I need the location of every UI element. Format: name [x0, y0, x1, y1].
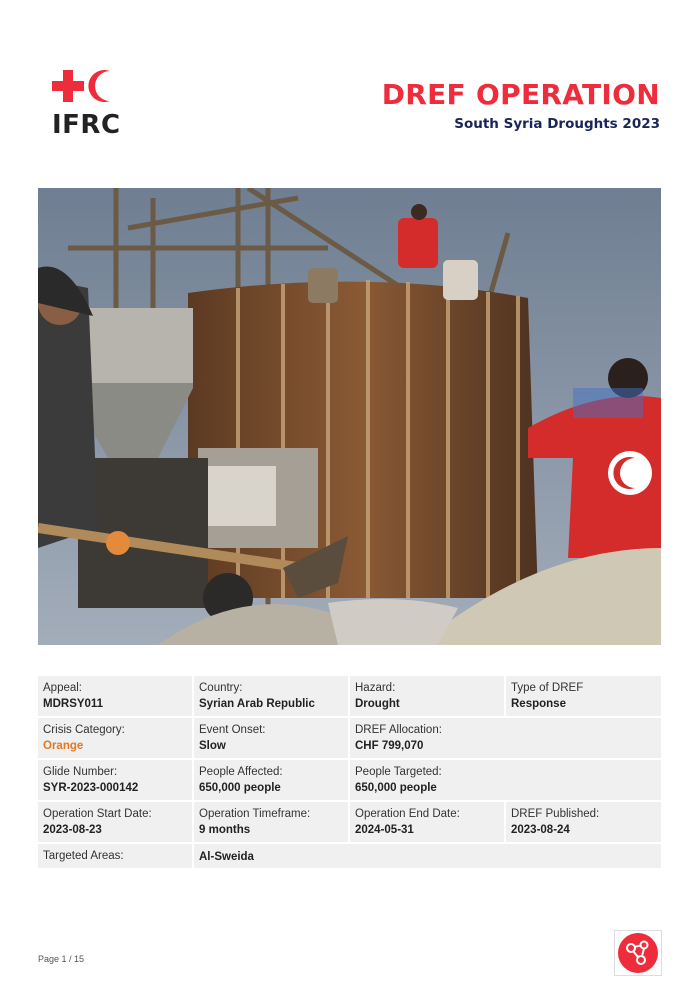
published-cell — [506, 802, 661, 842]
crisis-category-label: Crisis Category: — [43, 724, 125, 736]
people-affected-cell — [194, 760, 348, 800]
published-label: DREF Published: — [511, 808, 600, 820]
hazard-value: Drought — [355, 698, 400, 710]
targeted-areas-label-cell — [38, 844, 192, 868]
event-onset-label: Event Onset: — [199, 724, 266, 736]
operation-details-table — [38, 676, 661, 870]
details-row — [38, 802, 661, 842]
allocation-cell — [350, 718, 661, 758]
targeted-areas-value: Al-Sweida — [199, 851, 254, 863]
allocation-label: DREF Allocation: — [355, 724, 442, 736]
allocation-value: CHF 799,070 — [355, 740, 424, 752]
people-targeted-cell — [350, 760, 661, 800]
dref-type-label: Type of DREF — [511, 682, 584, 694]
crisis-category-value: Orange — [43, 740, 84, 752]
page-number: Page 1 / 15 — [38, 954, 85, 964]
document-subtitle: South Syria Droughts 2023 — [454, 116, 660, 132]
details-row — [38, 760, 661, 800]
document-title: DREF OPERATION — [381, 78, 660, 111]
appeal-cell — [38, 676, 192, 716]
hazard-label: Hazard: — [355, 682, 396, 694]
cover-photo — [38, 188, 661, 645]
ifrc-cross-crescent-icon — [52, 70, 122, 110]
details-row — [38, 676, 661, 716]
end-date-label: Operation End Date: — [355, 808, 460, 820]
event-onset-cell — [194, 718, 348, 758]
start-date-value: 2023-08-23 — [43, 824, 102, 836]
people-targeted-value: 650,000 people — [355, 782, 437, 794]
document-title-block — [382, 78, 660, 132]
dref-type-cell — [506, 676, 661, 716]
glide-label: Glide Number: — [43, 766, 118, 778]
timeframe-cell — [194, 802, 348, 842]
glide-cell — [38, 760, 192, 800]
start-date-cell — [38, 802, 192, 842]
hazard-cell — [350, 676, 504, 716]
targeted-areas-label: Targeted Areas: — [43, 850, 124, 862]
details-row — [38, 718, 661, 758]
country-label: Country: — [199, 682, 243, 694]
dref-type-value: Response — [511, 698, 566, 710]
go-platform-logo-icon — [614, 930, 662, 976]
crisis-category-cell — [38, 718, 192, 758]
people-affected-value: 650,000 people — [199, 782, 281, 794]
glide-value: SYR-2023-000142 — [43, 782, 139, 794]
people-targeted-label: People Targeted: — [355, 766, 442, 778]
published-value: 2023-08-24 — [511, 824, 570, 836]
timeframe-label: Operation Timeframe: — [199, 808, 311, 820]
start-date-label: Operation Start Date: — [43, 808, 152, 820]
details-row — [38, 844, 661, 868]
country-value: Syrian Arab Republic — [199, 698, 315, 710]
country-cell — [194, 676, 348, 716]
appeal-label: Appeal: — [43, 682, 83, 694]
org-short-name: IFRC — [52, 110, 121, 140]
event-onset-value: Slow — [199, 740, 226, 752]
targeted-areas-value-cell — [194, 844, 661, 868]
people-affected-label: People Affected: — [199, 766, 283, 778]
end-date-cell — [350, 802, 504, 842]
end-date-value: 2024-05-31 — [355, 824, 414, 836]
ifrc-logo — [52, 70, 132, 140]
timeframe-value: 9 months — [199, 824, 251, 836]
appeal-value: MDRSY011 — [43, 698, 104, 710]
